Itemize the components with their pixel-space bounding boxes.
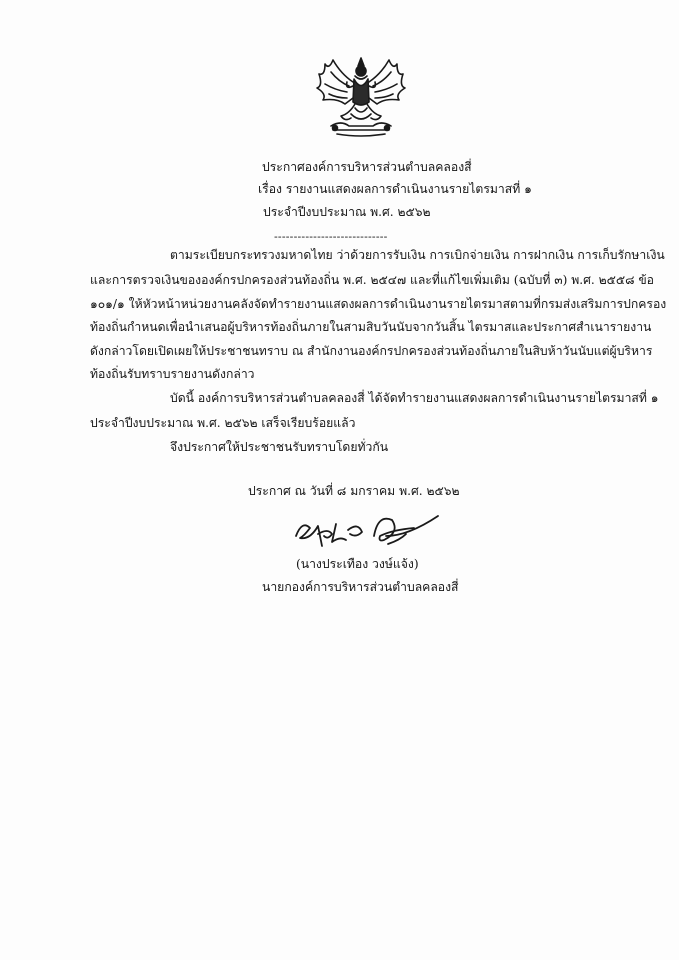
para1-line-5: ดังกล่าวโดยเปิดเผยให้ประชาชนทราบ ณ สำนักงานองค์กรปกครองส่วนท้องถิ่นภายในสิบห้าวันนับแต่ผู้บริหาร	[90, 344, 653, 358]
para1-line-3: ๑๐๑/๑ ให้หัวหน้าหน่วยงานคลังจัดทำรายงานแสดงผลการดำเนินงานรายไตรมาสตามที่กรมส่งเสริมการปกครอง	[90, 297, 667, 311]
announcement-date: ประกาศ ณ วันที่ ๘ มกราคม พ.ศ. ๒๕๖๒	[248, 484, 460, 498]
handwritten-signature	[288, 506, 448, 556]
signer-name: (นางประเทือง วงษ์แจ้ง)	[296, 557, 419, 571]
para2-line-1: บัดนี้ องค์การบริหารส่วนตำบลคลองสี่ ได้จัดทำรายงานแสดงผลการดำเนินงานรายไตรมาสที่ ๑	[170, 391, 659, 405]
header-divider: -----------------------------	[274, 230, 388, 243]
signer-title: นายกองค์การบริหารส่วนตำบลคลองสี่	[262, 580, 459, 594]
garuda-emblem-icon	[311, 52, 411, 140]
subject-line: เรื่อง รายงานแสดงผลการดำเนินงานรายไตรมาสที่ ๑	[258, 182, 532, 196]
para2-line-2: ประจำปีงบประมาณ พ.ศ. ๒๕๖๒ เสร็จเรียบร้อยแล้ว	[90, 416, 356, 430]
issuer-title: ประกาศองค์การบริหารส่วนตำบลคลองสี่	[262, 160, 472, 174]
para1-line-4: ท้องถิ่นกำหนดเพื่อนำเสนอผู้บริหารท้องถิ่นภายในสามสิบวันนับจากวันสิ้น ไตรมาสและประกาศสำเนารายงาน	[90, 320, 652, 334]
para1-line-6: ท้องถิ่นรับทราบรายงานดังกล่าว	[90, 367, 255, 381]
para3-line: จึงประกาศให้ประชาชนรับทราบโดยทั่วกัน	[170, 440, 389, 454]
para1-line-2: และการตรวจเงินขององค์กรปกครองส่วนท้องถิ่น พ.ศ. ๒๕๔๗ และที่แก้ไขเพิ่มเติม (ฉบับที่ ๓) พ.ศ. ๒๕๕๘ ข้อ	[90, 273, 654, 287]
para1-line-1: ตามระเบียบกระทรวงมหาดไทย ว่าด้วยการรับเงิน การเบิกจ่ายเงิน การฝากเงิน การเก็บรักษาเงิน	[170, 248, 665, 262]
fiscal-year-line: ประจำปีงบประมาณ พ.ศ. ๒๕๖๒	[263, 205, 431, 219]
